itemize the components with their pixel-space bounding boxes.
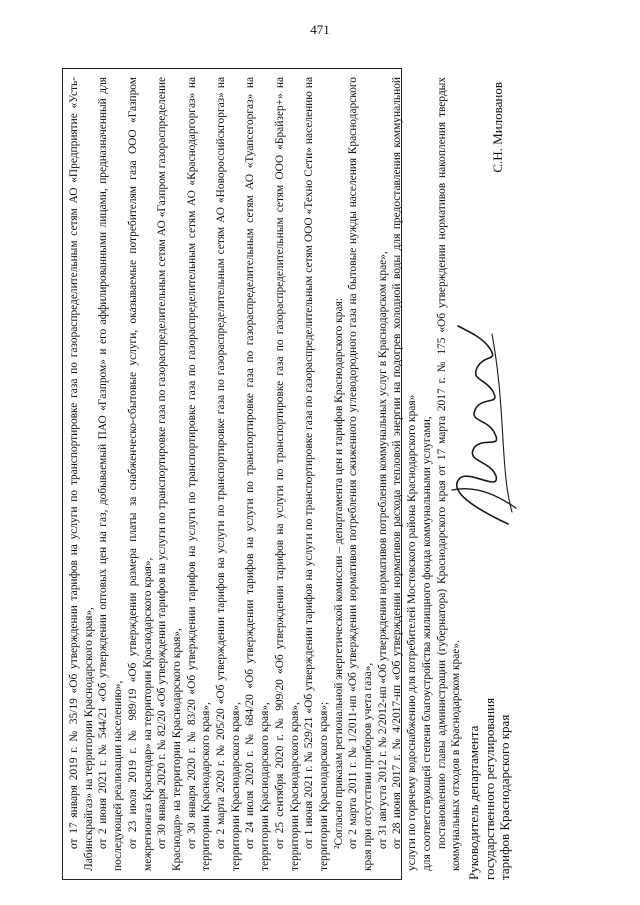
table-row: от 2 марта 2011 г. № 1/2011-нп «Об утверждении нормативов потребления сжиженного углеводородного газа на бытовые нужды населения Краснодарского края при отсутствии приборов учета газа»,: [347, 77, 375, 871]
table-row: от 24 июля 2020 г. № 684/20 «Об утверждении тарифов на услуги по транспортировке газа по газораспределительным сетям АО «Туапсегоргаз» на территории Краснодарского края»,: [244, 77, 272, 871]
signer-name: С.Н. Милованов: [490, 82, 505, 173]
rotated-page-content: [62, 50, 572, 880]
table-row: для соответствующей степени благоустройства жилищного фонда коммунальными услугами,: [420, 416, 433, 871]
signer-position-line: тарифов Краснодарского края: [497, 714, 512, 880]
table-row: от 1 июня 2021 г. № 529/21 «Об утверждении тарифов на услуги по транспортировке газа по газораспределительным сетям ООО «Техно Сети» населению на территории Краснодарского края»;: [303, 77, 330, 871]
table-row: постановлению главы администрации (губернатора) Краснодарского края от 17 марта 2017 г. № 175 «Об утверждении нормативов накопления твердых коммунальных отходов в Краснодарском крае».: [435, 77, 463, 871]
table-row: от 30 января 2020 г. № 83/20 «Об утверждении тарифов на услуги по транспортировке газа по газораспределительным сетям АО «Краснодаргоргаз» на территории Краснодарского края»,: [185, 77, 213, 871]
signer-position-line: Руководитель департамента: [466, 725, 481, 880]
table-row: от 30 января 2020 г. № 82/20 «Об утверждении тарифов на услуги по транспортировке газа по газораспределительным сетям АО «Газпром газораспределение Краснодар» на территории Краснодарского края»,: [156, 77, 183, 871]
table-row: ²Согласно приказам региональной энергетической комиссии – департамента цен и тарифов Краснодарского края:: [332, 298, 345, 849]
table-row: от 2 июня 2021 г. № 544/21 «Об утверждении оптовых цен на газ, добываемый ПАО «Газпром» и его аффилированными лицами, предназначенный для последующей реализации населению»,: [97, 77, 125, 871]
footnotes-table: [62, 68, 463, 880]
table-row: от 28 июня 2017 г. № 4/2017-нп «Об утверждении нормативов расхода тепловой энергии на подогрев холодной воды для предоставления коммунальной услуги по горячему водоснабжению для потребителей Мостовского района Краснодарского края»: [391, 77, 419, 871]
table-row: от 17 января 2019 г. № 35/19 «Об утверждении тарифов на услуги по транспортировке газа по газораспределительным сетям АО «Предприятие «Усть-Лабинскрайгаз» на территории Краснодарского края»,: [68, 77, 95, 871]
table-row: от 2 марта 2020 г. № 205/20 «Об утверждении тарифов на услуги по транспортировке газа по газораспределительным сетям АО «Новороссийскгоргаз» на территории Краснодарского края»,: [215, 77, 242, 871]
page-number: 471: [310, 22, 330, 37]
signer-position-line: государственного регулирования: [481, 697, 497, 880]
table-row: от 25 сентября 2020 г. № 909/20 «Об утверждении тарифов на услуги по транспортировке газа по газораспределительным сетям ООО «Брайзер+» на территории Краснодарского края»,: [273, 77, 301, 871]
table-row: от 31 августа 2012 г. № 2/2012-нп «Об утверждении нормативов потребления коммунальных услуг в Краснодарском крае»,: [376, 251, 389, 849]
signature-block: [446, 68, 536, 880]
handwritten-signature-icon: [430, 320, 522, 530]
table-row: от 23 июля 2019 г. № 989/19 «Об утверждении размера платы за снабженческо-сбытовые услуги, оказываемые потребителям газа ООО «Газпром межрегионгаз Краснодар» на территории Краснодарского края»,: [126, 77, 154, 871]
signer-position: [466, 580, 513, 880]
